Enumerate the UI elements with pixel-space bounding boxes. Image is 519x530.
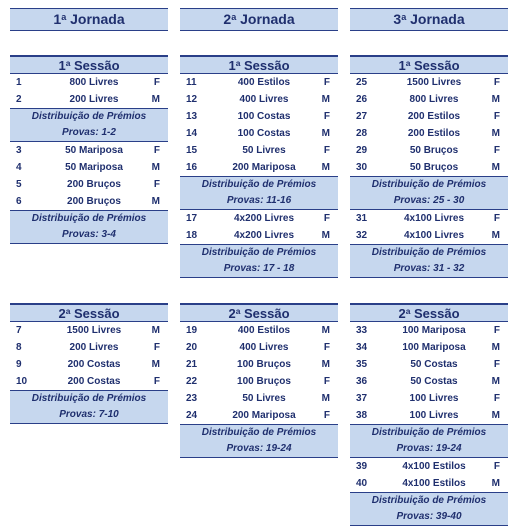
event-name: 200 Costas: [67, 376, 121, 387]
session-divider: [10, 294, 168, 305]
prize-range: Provas: 25 - 30: [393, 195, 465, 206]
event-name: 200 Livres: [69, 94, 119, 105]
event-number: 1: [16, 77, 22, 88]
event-gender: F: [323, 145, 330, 156]
event-number: 2: [16, 94, 22, 105]
event-gender: F: [493, 145, 500, 156]
event-gender: F: [153, 376, 160, 387]
event-number: 30: [356, 162, 368, 173]
event-gender: M: [491, 342, 500, 353]
event-name: 4x100 Estilos: [402, 478, 466, 489]
prize-title: Distribuição de Prémios: [201, 247, 317, 258]
event-gender: F: [323, 376, 330, 387]
event-name: 200 Estilos: [407, 128, 461, 139]
event-name: 1500 Livres: [66, 325, 122, 336]
prize-distribution: [10, 210, 168, 244]
event-gender: F: [493, 393, 500, 404]
jornada-text: Jornada: [66, 11, 125, 27]
session-title: [10, 305, 168, 322]
event-row: [350, 91, 508, 108]
event-number: 8: [16, 342, 22, 353]
session-title: [350, 305, 508, 322]
prize-range: Provas: 1-2: [62, 127, 116, 138]
event-gender: M: [151, 325, 160, 336]
event-name: 50 Bruços: [409, 145, 459, 156]
session-title: [350, 57, 508, 74]
prize-range: Provas: 7-10: [59, 409, 119, 420]
prize-title: Distribuição de Prémios: [371, 427, 487, 438]
event-gender: F: [323, 111, 330, 122]
event-name: 4x100 Livres: [403, 230, 465, 241]
event-row: [10, 339, 168, 356]
session-ordinal: a: [65, 58, 71, 68]
event-name: 400 Estilos: [237, 77, 291, 88]
event-name: 200 Livres: [69, 342, 119, 353]
prize-range: Provas: 11-16: [226, 195, 292, 206]
event-row: [180, 339, 338, 356]
event-name: 200 Bruços: [67, 179, 121, 190]
event-gender: M: [321, 230, 330, 241]
event-row: [180, 108, 338, 125]
event-gender: F: [493, 325, 500, 336]
event-row: [350, 142, 508, 159]
event-name: 100 Costas: [237, 111, 291, 122]
event-row: [350, 322, 508, 339]
prize-title: Distribuição de Prémios: [371, 247, 487, 258]
event-gender: M: [321, 162, 330, 173]
event-name: 200 Bruços: [67, 196, 121, 207]
event-number: 32: [356, 230, 368, 241]
prize-title: Distribuição de Prémios: [201, 427, 317, 438]
session-divider: [10, 46, 168, 57]
event-row: [10, 74, 168, 91]
session-divider: [180, 294, 338, 305]
jornada-ordinal: a: [231, 12, 237, 22]
session-number: 2: [58, 306, 66, 321]
event-name: 800 Livres: [69, 77, 119, 88]
event-name: 100 Bruços: [237, 376, 291, 387]
prize-distribution: [350, 176, 508, 210]
event-row: [180, 407, 338, 424]
event-row: [180, 91, 338, 108]
prize-distribution: [180, 176, 338, 210]
event-name: 400 Estilos: [237, 325, 291, 336]
prize-title: Distribuição de Prémios: [31, 213, 147, 224]
event-number: 28: [356, 128, 368, 139]
jornada-text: Jornada: [406, 11, 465, 27]
prize-range: Provas: 31 - 32: [393, 263, 465, 274]
session-text: Sessão: [410, 58, 460, 73]
prize-title: Distribuição de Prémios: [31, 393, 147, 404]
event-row: [10, 322, 168, 339]
event-row: [350, 407, 508, 424]
event-number: 11: [186, 77, 197, 88]
event-row: [350, 227, 508, 244]
event-row: [180, 125, 338, 142]
event-name: 1500 Livres: [406, 77, 462, 88]
event-number: 17: [186, 213, 198, 224]
event-gender: M: [321, 325, 330, 336]
jornada-title: [180, 8, 338, 31]
event-row: [350, 74, 508, 91]
event-row: [10, 373, 168, 390]
event-name: 100 Mariposa: [402, 325, 466, 336]
prize-range: Provas: 19-24: [396, 443, 462, 454]
event-row: [10, 159, 168, 176]
session-ordinal: a: [235, 58, 241, 68]
prize-distribution: [180, 424, 338, 458]
event-name: 200 Mariposa: [232, 410, 296, 421]
session-block: [10, 46, 168, 244]
prize-range: Provas: 19-24: [226, 443, 292, 454]
event-row: [350, 339, 508, 356]
session-text: Sessão: [70, 58, 120, 73]
event-gender: F: [323, 213, 330, 224]
event-gender: F: [323, 342, 330, 353]
event-row: [180, 210, 338, 227]
event-name: 50 Livres: [242, 393, 286, 404]
prize-distribution: [350, 244, 508, 278]
event-row: [10, 142, 168, 159]
session-block: [350, 294, 508, 526]
event-row: [10, 91, 168, 108]
prize-distribution: [180, 244, 338, 278]
event-number: 31: [356, 213, 368, 224]
event-gender: F: [493, 111, 500, 122]
event-gender: F: [493, 77, 500, 88]
event-name: 100 Bruços: [237, 359, 291, 370]
event-gender: F: [323, 77, 330, 88]
event-number: 33: [356, 325, 368, 336]
event-number: 10: [16, 376, 28, 387]
event-number: 22: [186, 376, 198, 387]
prize-distribution: [10, 390, 168, 424]
event-name: 200 Costas: [67, 359, 121, 370]
session-text: Sessão: [410, 306, 460, 321]
session-ordinal: a: [65, 306, 71, 316]
jornada-number: 3: [393, 11, 402, 27]
event-name: 50 Livres: [242, 145, 286, 156]
session-number: 2: [398, 306, 406, 321]
prize-range: Provas: 39-40: [396, 511, 462, 522]
event-name: 200 Mariposa: [232, 162, 296, 173]
event-number: 37: [356, 393, 368, 404]
event-gender: M: [491, 478, 500, 489]
event-gender: M: [491, 376, 500, 387]
event-name: 100 Livres: [409, 410, 459, 421]
jornada-column-header: [180, 8, 338, 31]
event-number: 24: [186, 410, 198, 421]
prize-distribution: [350, 424, 508, 458]
event-row: [350, 458, 508, 475]
prize-title: Distribuição de Prémios: [371, 495, 487, 506]
prize-range: Provas: 17 - 18: [223, 263, 295, 274]
session-text: Sessão: [240, 58, 290, 73]
event-gender: M: [151, 94, 160, 105]
event-name: 50 Mariposa: [65, 145, 123, 156]
event-gender: M: [151, 359, 160, 370]
session-ordinal: a: [405, 306, 411, 316]
event-gender: F: [153, 179, 160, 190]
event-row: [180, 322, 338, 339]
event-gender: F: [493, 359, 500, 370]
event-number: 34: [356, 342, 368, 353]
session-title: [180, 305, 338, 322]
event-row: [180, 159, 338, 176]
session-divider: [180, 46, 338, 57]
session-number: 1: [398, 58, 406, 73]
event-number: 35: [356, 359, 368, 370]
event-gender: M: [491, 230, 500, 241]
session-block: [350, 46, 508, 278]
session-number: 1: [228, 58, 236, 73]
jornada-text: Jornada: [236, 11, 295, 27]
event-name: 50 Costas: [410, 359, 458, 370]
event-row: [350, 373, 508, 390]
event-row: [10, 193, 168, 210]
session-text: Sessão: [70, 306, 120, 321]
event-number: 27: [356, 111, 368, 122]
event-row: [180, 356, 338, 373]
prize-distribution: [10, 108, 168, 142]
event-gender: F: [323, 410, 330, 421]
session-divider: [350, 46, 508, 57]
event-row: [180, 390, 338, 407]
session-number: 2: [228, 306, 236, 321]
event-row: [180, 74, 338, 91]
event-gender: M: [151, 196, 160, 207]
event-gender: F: [493, 461, 500, 472]
event-number: 9: [16, 359, 22, 370]
event-row: [10, 356, 168, 373]
event-name: 50 Costas: [410, 376, 458, 387]
event-gender: F: [493, 213, 500, 224]
event-gender: F: [153, 145, 160, 156]
event-name: 4x200 Livres: [233, 213, 295, 224]
jornada-ordinal: a: [401, 12, 407, 22]
event-row: [350, 159, 508, 176]
prize-range: Provas: 3-4: [62, 229, 116, 240]
event-number: 7: [16, 325, 22, 336]
event-row: [350, 390, 508, 407]
event-number: 16: [186, 162, 198, 173]
prize-title: Distribuição de Prémios: [371, 179, 487, 190]
event-number: 21: [186, 359, 198, 370]
event-gender: M: [321, 128, 330, 139]
session-number: 1: [58, 58, 66, 73]
event-number: 25: [356, 77, 368, 88]
jornada-column-header: [350, 8, 508, 31]
event-row: [180, 373, 338, 390]
event-number: 39: [356, 461, 368, 472]
event-number: 36: [356, 376, 368, 387]
event-gender: M: [321, 393, 330, 404]
event-name: 100 Livres: [409, 393, 459, 404]
event-row: [180, 142, 338, 159]
event-name: 4x100 Livres: [403, 213, 465, 224]
session-block: [10, 294, 168, 424]
jornada-ordinal: a: [61, 12, 67, 22]
event-name: 200 Estilos: [407, 111, 461, 122]
session-divider: [350, 294, 508, 305]
event-number: 38: [356, 410, 368, 421]
event-name: 400 Livres: [239, 342, 289, 353]
event-name: 50 Mariposa: [65, 162, 123, 173]
event-row: [350, 475, 508, 492]
event-name: 100 Costas: [237, 128, 291, 139]
event-row: [350, 356, 508, 373]
jornada-number: 2: [223, 11, 232, 27]
event-gender: M: [491, 128, 500, 139]
event-gender: M: [321, 359, 330, 370]
event-name: 800 Livres: [409, 94, 459, 105]
session-title: [180, 57, 338, 74]
event-row: [350, 125, 508, 142]
event-gender: M: [491, 410, 500, 421]
event-row: [10, 176, 168, 193]
event-name: 50 Bruços: [409, 162, 459, 173]
event-row: [180, 227, 338, 244]
session-block: [180, 294, 338, 458]
event-gender: M: [321, 94, 330, 105]
event-number: 23: [186, 393, 198, 404]
event-row: [350, 210, 508, 227]
event-name: 100 Mariposa: [402, 342, 466, 353]
prize-title: Distribuição de Prémios: [201, 179, 317, 190]
event-number: 19: [186, 325, 198, 336]
event-number: 13: [186, 111, 198, 122]
jornada-column-header: [10, 8, 168, 31]
event-gender: F: [153, 77, 160, 88]
event-number: 40: [356, 478, 368, 489]
event-gender: M: [491, 162, 500, 173]
event-number: 12: [186, 94, 198, 105]
event-number: 29: [356, 145, 368, 156]
session-title: [10, 57, 168, 74]
event-row: [350, 108, 508, 125]
event-number: 6: [16, 196, 22, 207]
event-number: 26: [356, 94, 368, 105]
event-name: 4x100 Estilos: [402, 461, 466, 472]
event-gender: M: [491, 94, 500, 105]
event-gender: M: [151, 162, 160, 173]
jornada-title: [350, 8, 508, 31]
event-number: 15: [186, 145, 198, 156]
session-text: Sessão: [240, 306, 290, 321]
event-number: 14: [186, 128, 198, 139]
event-number: 3: [16, 145, 22, 156]
event-number: 5: [16, 179, 22, 190]
event-name: 4x200 Livres: [233, 230, 295, 241]
jornada-title: [10, 8, 168, 31]
event-number: 4: [16, 162, 22, 173]
session-block: [180, 46, 338, 278]
session-ordinal: a: [235, 306, 241, 316]
session-ordinal: a: [405, 58, 411, 68]
event-gender: F: [153, 342, 160, 353]
event-name: 400 Livres: [239, 94, 289, 105]
jornada-number: 1: [53, 11, 62, 27]
event-number: 20: [186, 342, 198, 353]
prize-distribution: [350, 492, 508, 526]
prize-title: Distribuição de Prémios: [31, 111, 147, 122]
event-number: 18: [186, 230, 198, 241]
